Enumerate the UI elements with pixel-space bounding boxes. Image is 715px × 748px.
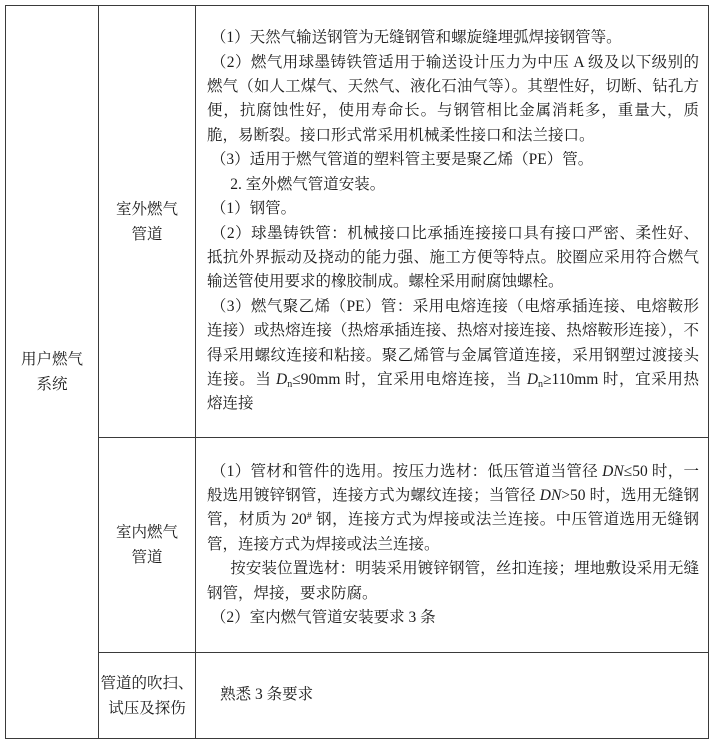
outdoor-paragraph-4: 2. 室外燃气管道安装。: [230, 175, 386, 193]
nominal-diameter-symbol: DN: [539, 486, 562, 504]
outdoor-content-body: [207, 26, 699, 417]
indoor-paragraph-1-text-a: （1）管材和管件的选用。按压力选材：低压管道当管径: [210, 462, 603, 480]
indoor-paragraph-1-text-d: 钢，连接方式为焊接或法兰连接。中压管道选用无缝钢管，连接方式为焊接或法兰连接。: [207, 511, 699, 553]
system-label-line-1: 用户燃气: [20, 351, 83, 368]
cell-purge-test-content: [195, 652, 709, 739]
diameter-subscript: n: [538, 378, 544, 390]
outdoor-paragraph-7-text-b: ≤90mm 时，宜采用电熔连接，当: [292, 370, 527, 388]
outdoor-paragraph-7-text-c: ≥110mm 时，宜采用热熔连接: [207, 370, 699, 413]
diameter-symbol: D: [276, 370, 288, 388]
outdoor-label-line-1: 室外燃气: [115, 200, 178, 218]
outdoor-paragraph-3: （3）适用于燃气管道的塑料管主要是聚乙烯（PE）管。: [210, 151, 594, 169]
outdoor-paragraph-7: [207, 295, 699, 417]
indoor-content-body: [207, 460, 699, 631]
outdoor-paragraph-5: （1）钢管。: [210, 200, 297, 218]
cell-purge-test-label: [98, 652, 196, 739]
outdoor-paragraph-2: （2）燃气用球墨铸铁管适用于输送设计压力为中压 A 级及以下级别的燃气（如人工煤气、天然气、液化石油气等）。其塑性好，切断、钻孔方便，抗腐蚀性好，使用寿命长。与钢管相比金属消耗多，重量大，质脆，易断裂。接口形式常采用机械柔性接口和法兰接口。: [207, 53, 699, 144]
outdoor-label-line-2: 管道: [131, 225, 163, 243]
indoor-paragraph-3: （2）室内燃气管道安装要求 3 条: [210, 609, 436, 627]
diameter-subscript: n: [287, 378, 293, 390]
cell-indoor-pipe-content: [195, 437, 709, 653]
indoor-paragraph-1: [207, 460, 699, 558]
indoor-label-line-1: 室内燃气: [115, 524, 178, 541]
cell-outdoor-pipe-label: [98, 5, 196, 438]
cell-indoor-pipe-label: [98, 437, 196, 653]
outdoor-paragraph-7-text-a: （3）燃气聚乙烯（PE）管：采用电熔连接（电熔承插连接、电熔鞍形连接）或热熔连接（热熔承插连接、热熔对接连接、热熔鞍形连接），不得采用螺纹连接和粘接。聚乙烯管与金属管道连接，采用钢塑过渡接头连接。当: [207, 297, 699, 388]
outdoor-paragraph-6: （2）球墨铸铁管：机械接口比承插连接接口具有接口严密、柔性好、抵抗外界振动及挠动的能力强、施工方便等特点。胶圈应采用符合燃气输送管使用要求的橡胶制成。螺栓采用耐腐蚀螺栓。: [207, 224, 699, 291]
testing-label-line-2: 试压及探伤: [108, 699, 186, 717]
outdoor-paragraph-1: （1）天然气输送钢管为无缝钢管和螺旋缝埋弧焊接钢管等。: [210, 29, 622, 47]
system-label-line-2: 系统: [36, 376, 68, 393]
nominal-diameter-symbol: DN: [602, 462, 624, 480]
diameter-symbol: D: [526, 370, 539, 388]
indoor-paragraph-1-text-b: ≤50 时，一般选用镀锌钢管，连接方式为螺纹连接；当管径: [207, 462, 699, 504]
steel-grade-superscript: #: [306, 511, 312, 523]
testing-content-body: [207, 683, 699, 707]
cell-outdoor-pipe-content: [195, 5, 709, 438]
testing-label-line-1: 管道的吹扫、: [100, 674, 194, 692]
testing-paragraph-1: 熟悉 3 条要求: [220, 686, 314, 704]
indoor-paragraph-1-text-c: >50 时，选用无缝钢管，材质为 20: [207, 486, 699, 529]
indoor-paragraph-2: 按安装位置选材：明装采用镀锌钢管，丝扣连接；埋地敷设采用无缝钢管，焊接，要求防腐。: [207, 560, 699, 602]
indoor-label-line-2: 管道: [131, 549, 163, 566]
cell-user-gas-system: [5, 5, 99, 739]
